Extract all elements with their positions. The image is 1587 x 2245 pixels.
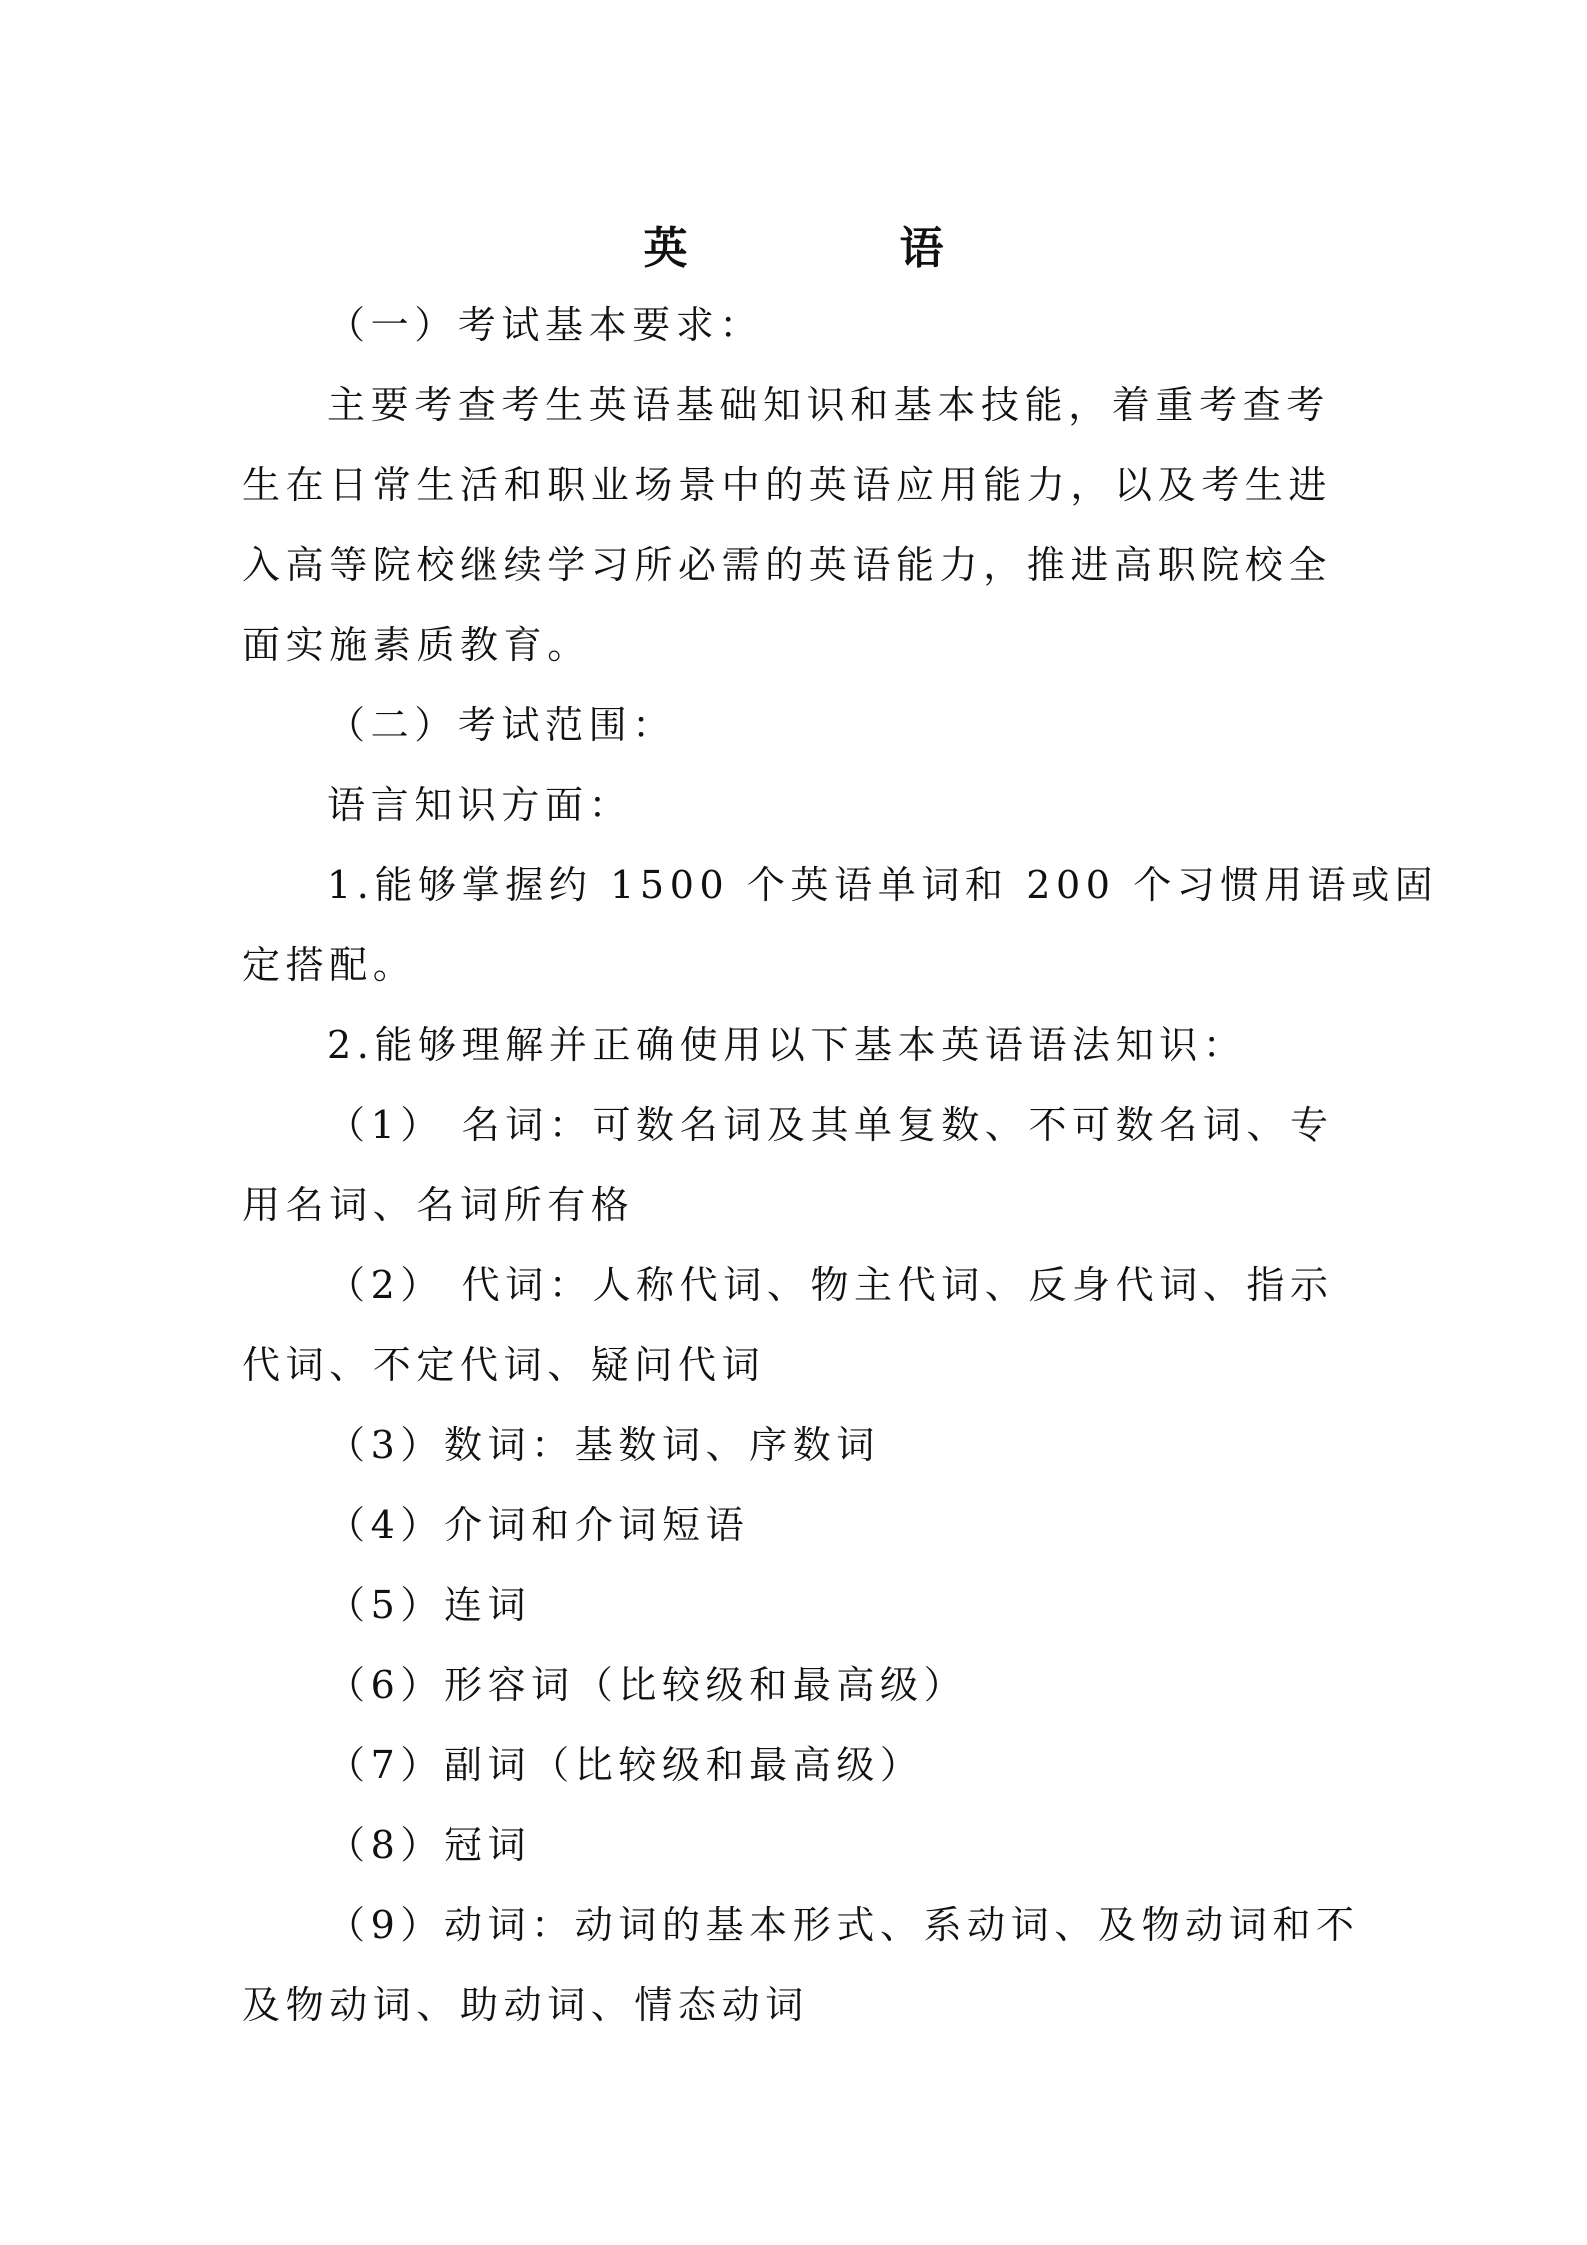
list-item: （5）连词 (327, 1583, 532, 1627)
list-item: （8）冠词 (327, 1823, 532, 1867)
list-item: 1.能够掌握约 1500 个英语单词和 200 个习惯用语或固 (327, 863, 1439, 907)
list-item: （3）数词：基数词、序数词 (327, 1423, 880, 1467)
paragraph-line: 面实施素质教育。 (242, 623, 591, 667)
list-item-continuation: 用名词、名词所有格 (242, 1183, 635, 1227)
section-heading: （一）考试基本要求： (327, 303, 764, 347)
list-item: （1） 名词：可数名词及其单复数、不可数名词、专 (327, 1103, 1334, 1147)
document-title: 英 语 (643, 223, 1028, 274)
list-item-continuation: 及物动词、助动词、情态动词 (242, 1983, 809, 2027)
list-item: （9）动词：动词的基本形式、系动词、及物动词和不 (327, 1903, 1360, 1947)
list-item: （7）副词（比较级和最高级） (327, 1743, 924, 1787)
section-heading: （二）考试范围： (327, 703, 676, 747)
list-item: （6）形容词（比较级和最高级） (327, 1663, 968, 1707)
list-item: 2.能够理解并正确使用以下基本英语语法知识： (327, 1023, 1247, 1067)
paragraph-line: 主要考查考生英语基础知识和基本技能，着重考查考 (327, 383, 1330, 427)
list-item: （2） 代词：人称代词、物主代词、反身代词、指示 (327, 1263, 1334, 1307)
paragraph-line: 生在日常生活和职业场景中的英语应用能力，以及考生进 (242, 463, 1333, 507)
list-item-continuation: 代词、不定代词、疑问代词 (242, 1343, 766, 1387)
paragraph-line: 语言知识方面： (327, 783, 633, 827)
paragraph-line: 入高等院校继续学习所必需的英语能力，推进高职院校全 (242, 543, 1333, 587)
list-item: （4）介词和介词短语 (327, 1503, 750, 1547)
list-item-continuation: 定搭配。 (242, 943, 417, 987)
